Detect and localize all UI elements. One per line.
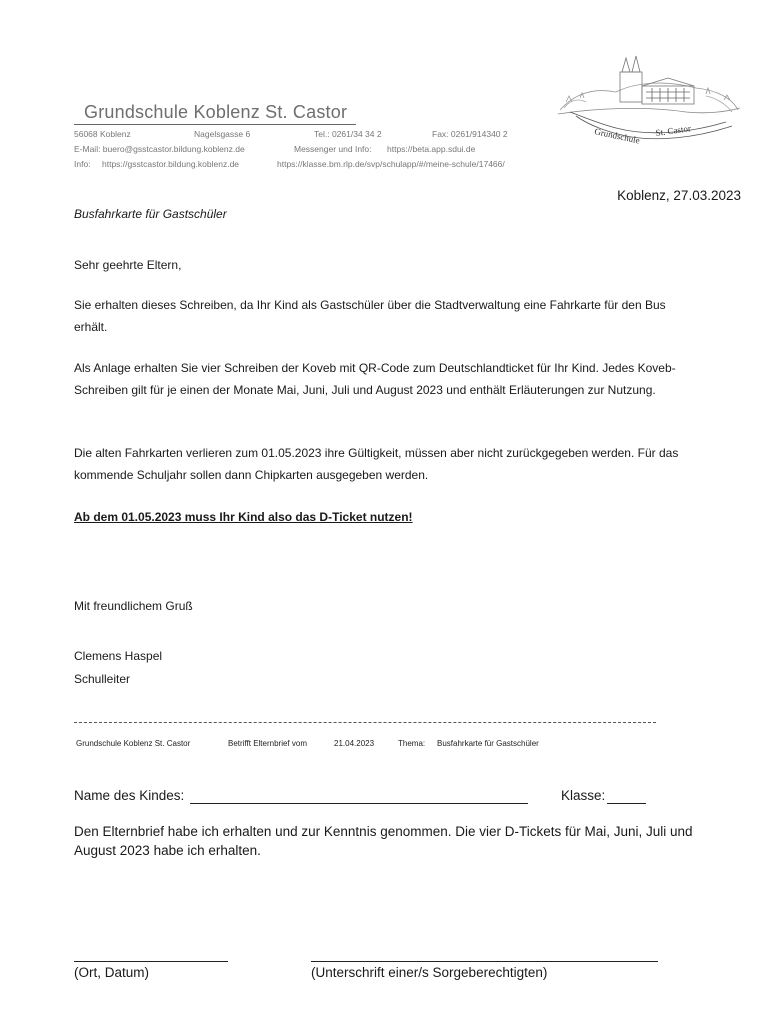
signer-title: Schulleiter <box>74 672 131 686</box>
phone: Tel.: 0261/34 34 2 <box>314 129 382 139</box>
logo-text-left: Grundschule <box>593 126 641 146</box>
place-date-label: (Ort, Datum) <box>74 965 150 980</box>
closing: Mit freundlichem Gruß <box>74 599 193 613</box>
cut-line <box>74 722 656 723</box>
school-building-sketch-icon <box>556 52 742 160</box>
school-name: Grundschule Koblenz St. Castor <box>84 102 348 122</box>
letter-date: Koblenz, 27.03.2023 <box>617 188 741 203</box>
class-label: Klasse: <box>561 788 606 803</box>
info-link[interactable]: https://gsstcastor.bildung.koblenz.de <box>102 159 240 169</box>
email: E-Mail: buero@gsstcastor.bildung.koblenz.de <box>74 144 245 154</box>
child-name-label: Name des Kindes: <box>74 788 185 803</box>
signature-label: (Unterschrift einer/s Sorgeberechtigten) <box>311 965 548 980</box>
ticket-notice: Ab dem 01.05.2023 muss Ihr Kind also das D-Ticket nutzen! <box>74 510 413 524</box>
messenger-link[interactable]: https://beta.app.sdui.de <box>387 144 476 154</box>
paragraph-3: Die alten Fahrkarten verlieren zum 01.05.2023 ihre Gültigkeit, müssen aber nicht zurückgegeben werden. Für das kommende Schuljahr sollen dann Chipkarten ausgegeben werden. <box>74 446 679 482</box>
header-rule <box>74 124 356 125</box>
info-label: Info: <box>74 159 91 169</box>
signature-field[interactable] <box>311 961 658 962</box>
logo-text-right: St. Castor <box>654 123 692 138</box>
slip-topic: Busfahrkarte für Gastschüler <box>437 739 539 748</box>
messenger-label: Messenger und Info: <box>294 144 372 154</box>
slip-ref-label: Betrifft Elternbrief vom <box>228 739 307 748</box>
salutation: Sehr geehrte Eltern, <box>74 258 182 272</box>
slip-topic-label: Thema: <box>398 739 426 748</box>
slip-ref-date: 21.04.2023 <box>334 739 375 748</box>
street: Nagelsgasse 6 <box>194 129 251 139</box>
schulapp-link[interactable]: https://klasse.bm.rlp.de/svp/schulapp/#/meine-schule/17466/ <box>277 159 505 169</box>
child-name-field[interactable] <box>190 803 528 804</box>
letter-subject: Busfahrkarte für Gastschüler <box>74 207 227 221</box>
fax: Fax: 0261/914340 2 <box>432 129 508 139</box>
address: 56068 Koblenz <box>74 129 131 139</box>
slip-school: Grundschule Koblenz St. Castor <box>76 739 191 748</box>
class-field[interactable] <box>607 803 646 804</box>
confirmation-text: Den Elternbrief habe ich erhalten und zur Kenntnis genommen. Die vier D-Tickets für Mai, Juni, Juli und August 2023 habe ich erhalten. <box>74 824 693 858</box>
place-date-field[interactable] <box>74 961 228 962</box>
paragraph-1: Sie erhalten dieses Schreiben, da Ihr Kind als Gastschüler über die Stadtverwaltung eine Fahrkarte für den Bus erhält. <box>74 298 666 334</box>
paragraph-2: Als Anlage erhalten Sie vier Schreiben der Koveb mit QR-Code zum Deutschlandticket für Ihr Kind. Jedes Koveb-Schreiben gilt für je einen der Monate Mai, Juni, Juli und August 2023 und enthält Erläuterungen zur Nutzung. <box>74 361 676 397</box>
signer-name: Clemens Haspel <box>74 649 163 663</box>
